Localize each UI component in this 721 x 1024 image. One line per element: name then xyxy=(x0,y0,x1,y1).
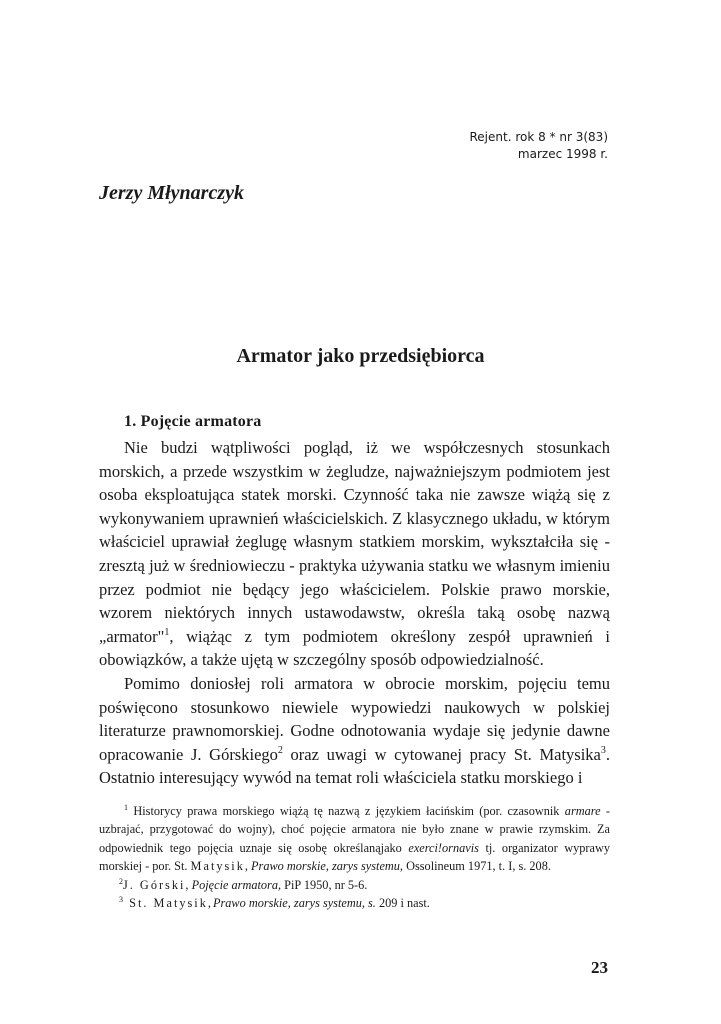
article-title: Armator jako przedsiębiorca xyxy=(236,345,485,367)
journal-issue: Rejent. rok 8 * nr 3(83) xyxy=(469,130,608,144)
footnote-ref-2[interactable]: 2 xyxy=(277,744,283,756)
paragraph-2: Pomimo doniosłej roli armatora w obrocie morskim, pojęciu temu poświęcono stosunkowo niewiele wypowiedzi naukowych w polskiej literaturze prawnomorskiej. Godne odnotowania wydaje się jedynie dawne opracowanie J. Górskiego$^2$ oraz uwagi w cytowanej pracy St. Matysika$^3$. Ostatnio interesujący wywód na temat roli właściciela statku morskiego i xyxy=(99,673,610,788)
journal-date: marzec 1998 r. xyxy=(517,147,608,161)
footnote-1: $^1$ Historycy prawa morskiego wiążą tę nazwą z językiem łacińskim (por. czasownik armare - uzbrajać, przygotować do wojny), choć pojęcie armatora nie było znane w prawie rzymskim. Za odpowiednik tego pojęcia uznaje się osobę określanąjako exerci!ornavis tj. organizator wyprawy morskiej - por. St. Matysik, Prawo morskie, zarys systemu, Ossolineum 1971, t. I, s. 208. xyxy=(99,803,610,874)
footnote-mark-1: 1 xyxy=(124,803,128,812)
footnotes xyxy=(99,802,610,912)
paragraph-1: Nie budzi wątpliwości pogląd, iż we współczesnych stosunkach morskich, a przede wszystkim w żegludze, najważniejszym podmiotem jest osoba eksploatująca statek morski. Czynność taka nie zawsze wiążą się z wykonywaniem uprawnień właścicielskich. Z klasycznego układu, w którym właściciel uprawiał żeglugę własnym statkiem morskim, wykształciła się - zresztą już w średniowieczu - praktyka używania statku we własnym imieniu przez podmiot nie będący jego właścicielem. Polskie prawo morskie, wzorem niektórych innych ustawodawstw, określa taką osobę nazwą „armator"$^1$, wiążąc z tym podmiotem określony zespół uprawnień i obowiązków, a także ujętą w szczególny sposób odpowiedzialność. xyxy=(99,438,610,670)
footnote-3: $^3$ St. Matysik,Prawo morskie, zarys systemu, s. 209 i nast. xyxy=(119,895,430,911)
footnote-ref-3[interactable]: 3 xyxy=(600,744,606,756)
footnote-mark-2: 2 xyxy=(119,876,123,886)
section-heading: 1. Pojęcie armatora xyxy=(124,413,262,430)
journal-citation xyxy=(470,129,609,163)
footnote-ref-1[interactable]: 1 xyxy=(164,626,170,638)
page-number: 23 xyxy=(591,958,608,977)
body-text xyxy=(99,436,610,790)
footnote-mark-3: 3 xyxy=(119,895,123,905)
author-name: Jerzy Młynarczyk xyxy=(99,182,244,204)
footnote-2: $^2$J. Górski, Pojęcie armatora, PiP 1950, nr 5-6. xyxy=(119,876,368,892)
